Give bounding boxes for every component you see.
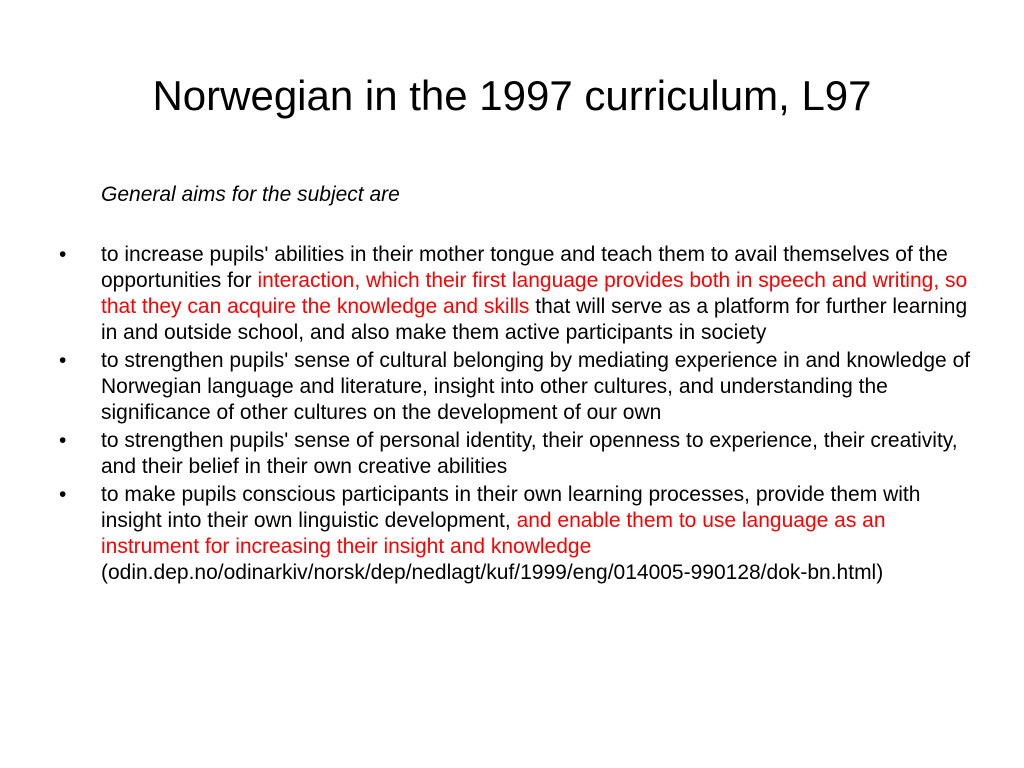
bullet-marker: • [59,349,67,372]
bullet-marker: • [59,243,67,266]
slide-subtitle: General aims for the subject are [101,183,400,206]
bullet-text: to increase pupils' abilities in their mother tongue and teach them to avail themselves of the opportunities for [101,243,948,292]
bullet-item-3 [59,428,971,480]
bullet-text-highlight: and enable them to use language as an instrument for increasing their insight and knowledge [101,509,886,558]
bullet-text: that will serve as a platform for further learning in and outside school, and also make them active participants in society [101,295,968,344]
bullet-marker: • [59,483,67,506]
bullet-text: to strengthen pupils' sense of cultural belonging by mediating experience in and knowledge of Norwegian language and literature, insight into other cultures, and understanding the significance of other cultures on the development of our own [101,349,971,424]
source-url: (odin.dep.no/odinarkiv/norsk/dep/nedlagt/kuf/1999/eng/014005-990128/dok-bn.html) [101,561,884,584]
bullet-item-4 [59,482,971,586]
bullet-text: to make pupils conscious participants in their own learning processes, provide them with insight into their own linguistic development, [101,483,921,532]
bullet-item-1 [59,242,971,346]
bullet-text-highlight: interaction, which their first language provides both in speech and writing, so that they can acquire the knowledge and skills [101,269,968,318]
bullet-item-2 [59,348,971,426]
bullet-list [59,242,971,588]
slide-title: Norwegian in the 1997 curriculum, L97 [152,72,872,119]
bullet-text: to strengthen pupils' sense of personal identity, their openness to experience, their creativity, and their belief in their own creative abilities [101,429,958,478]
bullet-marker: • [59,429,67,452]
